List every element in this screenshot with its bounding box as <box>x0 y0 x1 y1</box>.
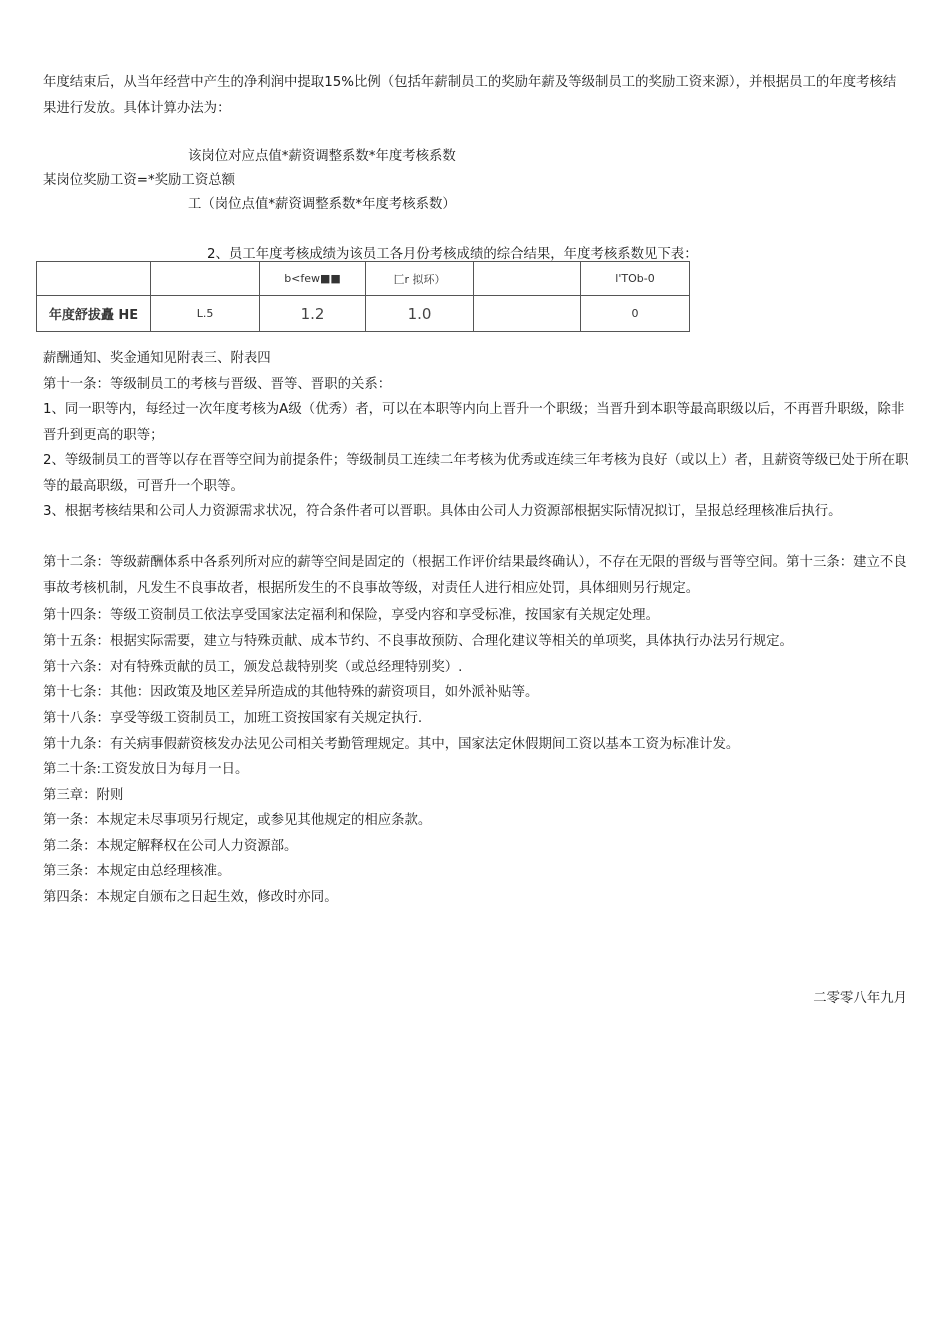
table-header-row <box>37 262 690 296</box>
body-paragraph: 3、根据考核结果和公司人力资源需求状况，符合条件者可以晋职。具体由公司人力资源部根据实际情况拟订，呈报总经理核准后执行。 <box>43 504 842 519</box>
chapter-heading: 第三章：附则 <box>43 788 124 803</box>
body-line: 第十四条：等级工资制员工依法享受国家法定福利和保险，享受内容和享受标准，按国家有关规定处理。 <box>43 608 659 623</box>
body-paragraph: 2、等级制员工的晋等以存在晋等空间为前提条件；等级制员工连续二年考核为优秀或连续三年考核为良好（或以上）者，且薪资等级已处于所在职等的最高职级，可晋升一个职等。 <box>43 453 909 494</box>
body-line: 第一条：本规定未尽事项另行规定，或参见其他规定的相应条款。 <box>43 813 432 828</box>
body-line: 薪酬通知、奖金通知见附表三、附表四 <box>43 351 271 366</box>
table-header-cell: l'TOb-0 <box>581 262 690 296</box>
body-line: 第四条：本规定自颁布之日起生效，修改时亦同。 <box>43 890 338 905</box>
body-line: 第十一条：等级制员工的考核与晋级、晋等、晋职的关系： <box>43 377 392 392</box>
formula-denominator: 工（岗位点值*薪资调整系数*年度考核系数） <box>188 197 456 212</box>
table-value-cell: 1.0 <box>366 296 474 332</box>
formula-left: 某岗位奖励工资=*奖励工资总额 <box>43 173 235 188</box>
table-value-cell: 1.2 <box>260 296 366 332</box>
table-header-cell <box>37 262 151 296</box>
body-paragraph: 第十二条：等级薪酬体系中各系列所对应的薪等空间是固定的（根据工作评价结果最终确认），不存在无限的晋级与晋等空间。第十三条：建立不良事故考核机制，凡发生不良事故者，根据所发生的不良事故等级，对责任人进行相应处罚，具体细则另行规定。 <box>43 555 907 596</box>
body-line: 第十九条：有关病事假薪资核发办法见公司相关考勤管理规定。其中，国家法定休假期间工资以基本工资为标准计发。 <box>43 737 740 752</box>
body-paragraph: 1、同一职等内，每经过一次年度考核为A级（优秀）者，可以在本职等内向上晋升一个职级；当晋升到本职等最高职级以后，不再晋升职级，除非晋升到更高的职等； <box>43 402 905 443</box>
document-date: 二零零八年九月 <box>813 991 907 1006</box>
table-header-cell: 匚r 拟环） <box>366 262 474 296</box>
table-header-cell: b<few■■ <box>260 262 366 296</box>
table-header-cell <box>151 262 260 296</box>
body-line: 第十八条：享受等级工资制员工，加班工资按国家有关规定执行. <box>43 711 423 726</box>
body-line: 第十七条：其他：因政策及地区差异所造成的其他特殊的薪资项目，如外派补贴等。 <box>43 685 539 700</box>
table-value-row <box>37 296 690 332</box>
body-line: 第十五条：根据实际需要，建立与特殊贡献、成本节约、不良事故预防、合理化建议等相关的单项奖，具体执行办法另行规定。 <box>43 634 793 649</box>
body-line: 第二条：本规定解释权在公司人力资源部。 <box>43 839 298 854</box>
body-line: 第三条：本规定由总经理核准。 <box>43 864 231 879</box>
coefficient-table <box>36 261 690 332</box>
formula-numerator: 该岗位对应点值*薪资调整系数*年度考核系数 <box>188 149 456 164</box>
table-value-cell: 0 <box>581 296 690 332</box>
table-value-cell: L.5 <box>151 296 260 332</box>
table-header-cell <box>474 262 581 296</box>
table-value-cell <box>474 296 581 332</box>
table-row-label: 年度舒拔矗 HE <box>37 296 151 332</box>
intro-paragraph: 年度结束后，从当年经营中产生的净利润中提取15%比例（包括年薪制员工的奖励年薪及等级制员工的奖励工资来源），并根据员工的年度考核结果进行发放。具体计算办法为： <box>43 75 897 116</box>
body-line: 第二十条:工资发放日为每月一日。 <box>43 762 249 777</box>
body-line: 第十六条：对有特殊贡献的员工，颁发总裁特别奖（或总经理特别奖）. <box>43 660 463 675</box>
table-caption: 2、员工年度考核成绩为该员工各月份考核成绩的综合结果，年度考核系数见下表： <box>207 247 698 262</box>
